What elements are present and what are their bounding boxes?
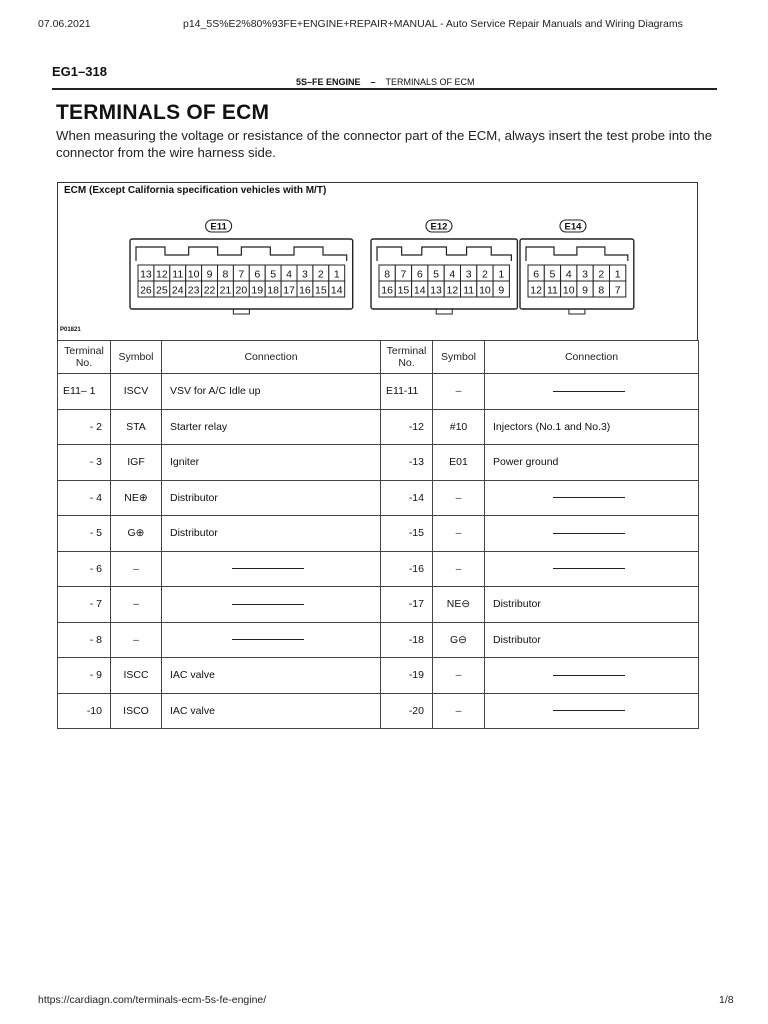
print-page-title: p14_5S%E2%80%93FE+ENGINE+REPAIR+MANUAL - Auto Service Repair Manuals and Wiring Diagrams: [183, 18, 683, 30]
symbol-left: IGF: [111, 445, 162, 481]
ecm-connector-figure: [57, 182, 698, 340]
connector-lock-tab: [233, 309, 249, 314]
terminal-number: 12: [446, 284, 459, 297]
connection-right: [485, 693, 699, 729]
connection-left: [162, 551, 381, 587]
terminal-no-left: -10: [58, 693, 111, 729]
connection-right: [485, 658, 699, 694]
header-connection-left: Connection: [162, 341, 381, 374]
connector-label: E14: [564, 221, 582, 233]
header-symbol-left: Symbol: [111, 341, 162, 374]
table-row: [58, 693, 699, 729]
blank-connection-line: [553, 391, 625, 392]
terminal-number: 5: [433, 268, 439, 281]
header-connection-right: Connection: [485, 341, 699, 374]
symbol-right: –: [433, 658, 485, 694]
connector-lock-tab: [569, 309, 585, 314]
running-head-engine: 5S–FE ENGINE: [296, 77, 361, 87]
terminal-number: 8: [384, 268, 391, 281]
connection-left: [162, 587, 381, 623]
table-row: [58, 551, 699, 587]
terminal-no-right: -17: [381, 587, 433, 623]
connection-right: [485, 374, 699, 410]
terminal-number: 6: [533, 268, 540, 281]
terminal-number: 13: [430, 284, 442, 297]
symbol-right: –: [433, 374, 485, 410]
terminal-number: 7: [614, 284, 621, 297]
print-date: 07.06.2021: [38, 18, 91, 30]
table-row: [58, 445, 699, 481]
terminal-table: [57, 340, 699, 729]
running-head: [296, 77, 475, 87]
terminal-number: 19: [251, 284, 264, 297]
connection-right: [485, 516, 699, 552]
terminal-no-left: - 8: [58, 622, 111, 658]
table-row: [58, 480, 699, 516]
terminal-number: 17: [283, 284, 295, 297]
symbol-right: –: [433, 551, 485, 587]
terminal-number: 11: [546, 284, 558, 297]
terminal-number: 12: [156, 268, 168, 281]
terminal-number: 10: [562, 284, 575, 297]
symbol-left: STA: [111, 409, 162, 445]
terminal-number: 1: [333, 268, 340, 281]
terminal-number: 1: [614, 268, 621, 281]
terminal-no-right: -14: [381, 480, 433, 516]
connector-lock-tab: [436, 309, 452, 314]
connection-left: Starter relay: [162, 409, 381, 445]
terminal-number: 3: [582, 268, 588, 281]
blank-connection-line: [553, 675, 625, 676]
terminal-number: 2: [317, 268, 324, 281]
terminal-number: 11: [172, 268, 184, 281]
connection-left: Distributor: [162, 480, 381, 516]
terminal-number: 15: [397, 284, 410, 297]
connection-left: Igniter: [162, 445, 381, 481]
symbol-right: –: [433, 516, 485, 552]
connector-diagram: [58, 183, 699, 341]
terminal-number: 22: [203, 284, 216, 297]
header-rule: [52, 88, 717, 90]
terminal-no-right: E11-11: [381, 374, 433, 410]
intro-paragraph: When measuring the voltage or resistance of the connector part of the ECM, always insert the test probe into the connector from the wire harness side.: [56, 128, 713, 160]
terminal-number: 7: [238, 268, 245, 281]
terminal-number: 14: [330, 284, 343, 297]
terminal-no-right: -18: [381, 622, 433, 658]
terminal-number: 23: [187, 284, 200, 297]
terminal-number: 15: [315, 284, 327, 297]
footer-page-number: 1/8: [719, 994, 734, 1006]
terminal-number: 4: [565, 268, 572, 281]
terminal-number: 11: [463, 284, 475, 297]
connector-label: E11: [210, 221, 227, 233]
terminal-number: 21: [219, 284, 232, 297]
terminal-no-left: - 6: [58, 551, 111, 587]
browser-print-header: [0, 14, 768, 34]
terminal-number: 18: [267, 284, 279, 297]
terminal-number: 16: [299, 284, 311, 297]
terminal-no-left: - 5: [58, 516, 111, 552]
symbol-left: –: [111, 587, 162, 623]
terminal-number: 5: [549, 268, 556, 281]
terminal-number: 9: [498, 284, 505, 297]
symbol-left: –: [111, 551, 162, 587]
terminal-number: 10: [187, 268, 200, 281]
terminal-number: 16: [381, 284, 393, 297]
terminal-no-right: -16: [381, 551, 433, 587]
terminal-no-right: -20: [381, 693, 433, 729]
connection-left: IAC valve: [162, 658, 381, 694]
symbol-right: #10: [433, 409, 485, 445]
symbol-right: –: [433, 693, 485, 729]
symbol-right: E01: [433, 445, 485, 481]
symbol-left: ISCC: [111, 658, 162, 694]
table-row: [58, 516, 699, 552]
blank-connection-line: [553, 568, 625, 569]
symbol-left: ISCV: [111, 374, 162, 410]
connection-left: Distributor: [162, 516, 381, 552]
terminal-number: 2: [598, 268, 605, 281]
terminal-no-left: - 4: [58, 480, 111, 516]
terminal-no-right: -13: [381, 445, 433, 481]
header-symbol-right: Symbol: [433, 341, 485, 374]
terminal-no-left: - 9: [58, 658, 111, 694]
header-terminal-right: Terminal No.: [381, 341, 433, 374]
table-row: [58, 587, 699, 623]
terminal-number: 6: [416, 268, 423, 281]
terminal-number: 13: [140, 268, 152, 281]
blank-connection-line: [553, 497, 625, 498]
terminal-no-left: - 2: [58, 409, 111, 445]
terminal-number: 2: [482, 268, 488, 281]
connection-left: IAC valve: [162, 693, 381, 729]
terminal-no-right: -19: [381, 658, 433, 694]
table-row: [58, 658, 699, 694]
terminal-no-right: -15: [381, 516, 433, 552]
terminal-number: 4: [449, 268, 456, 281]
running-head-section: TERMINALS OF ECM: [385, 77, 475, 87]
terminal-number: 24: [171, 284, 184, 297]
connection-right: Power ground: [485, 445, 699, 481]
connection-left: [162, 622, 381, 658]
figure-id: P01821: [60, 327, 81, 333]
terminal-number: 5: [270, 268, 277, 281]
symbol-right: G⊖: [433, 622, 485, 658]
section-title: TERMINALS OF ECM: [56, 101, 270, 124]
symbol-left: NE⊕: [111, 480, 162, 516]
symbol-right: –: [433, 480, 485, 516]
symbol-right: NE⊖: [433, 587, 485, 623]
table-row: [58, 374, 699, 410]
terminal-number: 4: [286, 268, 292, 281]
symbol-left: ISCO: [111, 693, 162, 729]
manual-page-code: EG1–318: [52, 64, 107, 79]
connector-latch-outline: [526, 247, 628, 261]
terminal-number: 10: [479, 284, 491, 297]
terminal-no-left: - 3: [58, 445, 111, 481]
terminal-number: 12: [530, 284, 542, 297]
header-terminal-left: Terminal No.: [58, 341, 111, 374]
blank-connection-line: [232, 568, 304, 569]
blank-connection-line: [553, 710, 625, 711]
connector-latch-outline: [136, 247, 347, 261]
running-head-separator: –: [370, 77, 376, 87]
connection-right: Distributor: [485, 622, 699, 658]
terminal-number: 26: [140, 284, 152, 297]
terminal-no-right: -12: [381, 409, 433, 445]
terminal-number: 20: [235, 284, 248, 297]
table-row: [58, 409, 699, 445]
connection-right: [485, 551, 699, 587]
terminal-number: 3: [465, 268, 472, 281]
connection-left: VSV for A/C Idle up: [162, 374, 381, 410]
symbol-left: –: [111, 622, 162, 658]
terminal-number: 7: [400, 268, 407, 281]
blank-connection-line: [553, 533, 625, 534]
footer-url: https://cardiagn.com/terminals-ecm-5s-fe-engine/: [38, 994, 267, 1006]
terminal-number: 9: [206, 268, 213, 281]
table-header-row: [58, 341, 699, 374]
terminal-number: 25: [156, 284, 168, 297]
terminal-number: 8: [598, 284, 605, 297]
connection-right: Distributor: [485, 587, 699, 623]
terminal-number: 14: [413, 284, 426, 297]
terminal-number: 1: [498, 268, 505, 281]
terminal-number: 8: [222, 268, 229, 281]
terminal-number: 6: [254, 268, 261, 281]
terminal-number: 9: [582, 284, 588, 297]
blank-connection-line: [232, 604, 304, 605]
terminal-number: 3: [302, 268, 308, 281]
connector-label: E12: [430, 221, 448, 233]
connector-latch-outline: [377, 247, 511, 261]
blank-connection-line: [232, 639, 304, 640]
connection-right: [485, 480, 699, 516]
table-row: [58, 622, 699, 658]
connection-right: Injectors (No.1 and No.3): [485, 409, 699, 445]
terminal-no-left: E11– 1: [58, 374, 111, 410]
symbol-left: G⊕: [111, 516, 162, 552]
figure-title: ECM (Except California specification vehicles with M/T): [64, 185, 327, 196]
terminal-no-left: - 7: [58, 587, 111, 623]
